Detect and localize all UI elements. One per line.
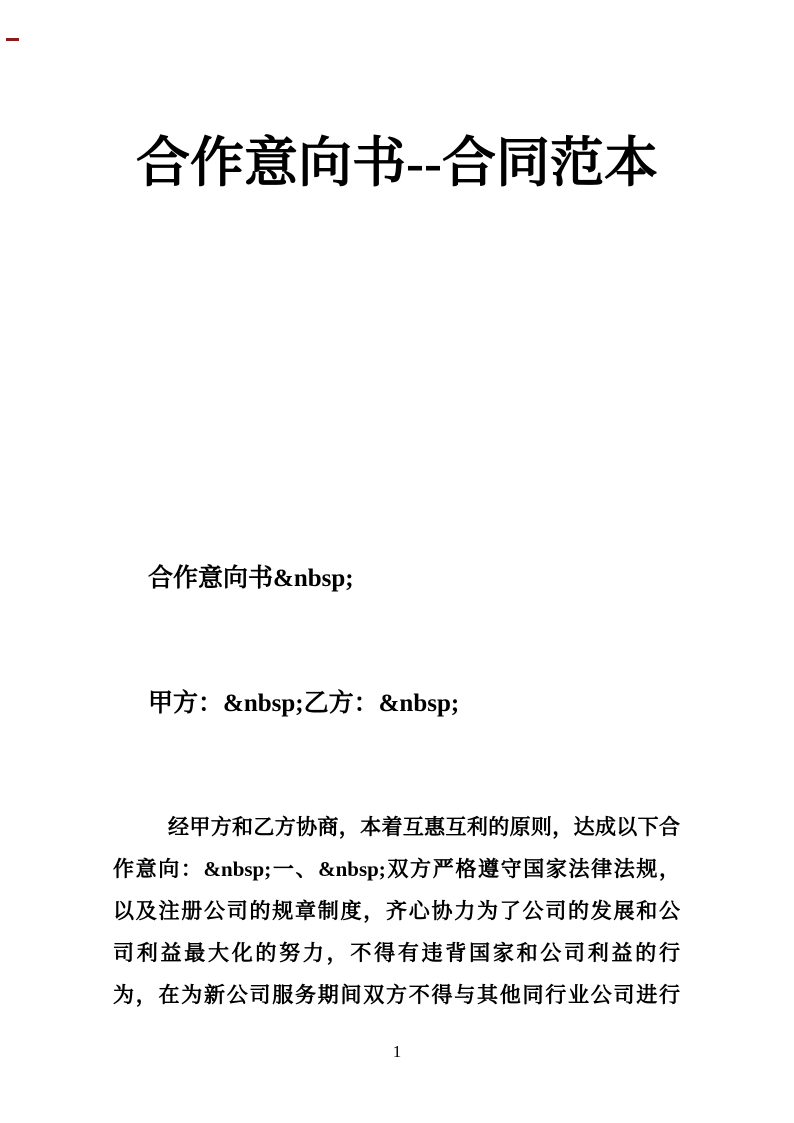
parties-line: 甲方：&nbsp;乙方：&nbsp;	[148, 690, 460, 717]
paragraph-line: 经甲方和乙方协商，本着互惠互利的原则，达成以下合	[168, 815, 680, 839]
paragraph-line: 为，在为新公司服务期间双方不得与其他同行业公司进行	[113, 983, 680, 1007]
paragraph-line: 作意向：&nbsp;一、&nbsp;双方严格遵守国家法律法规，	[113, 857, 680, 881]
document-title: 合作意向书--合同范本	[136, 133, 658, 193]
body-paragraph	[113, 806, 680, 1016]
section-heading: 合作意向书&nbsp;	[148, 565, 354, 592]
stray-mark	[6, 38, 19, 41]
paragraph-line: 以及注册公司的规章制度，齐心协力为了公司的发展和公	[113, 899, 680, 923]
paragraph-line: 司利益最大化的努力，不得有违背国家和公司利益的行	[113, 941, 680, 965]
page-number: 1	[392, 1042, 402, 1061]
